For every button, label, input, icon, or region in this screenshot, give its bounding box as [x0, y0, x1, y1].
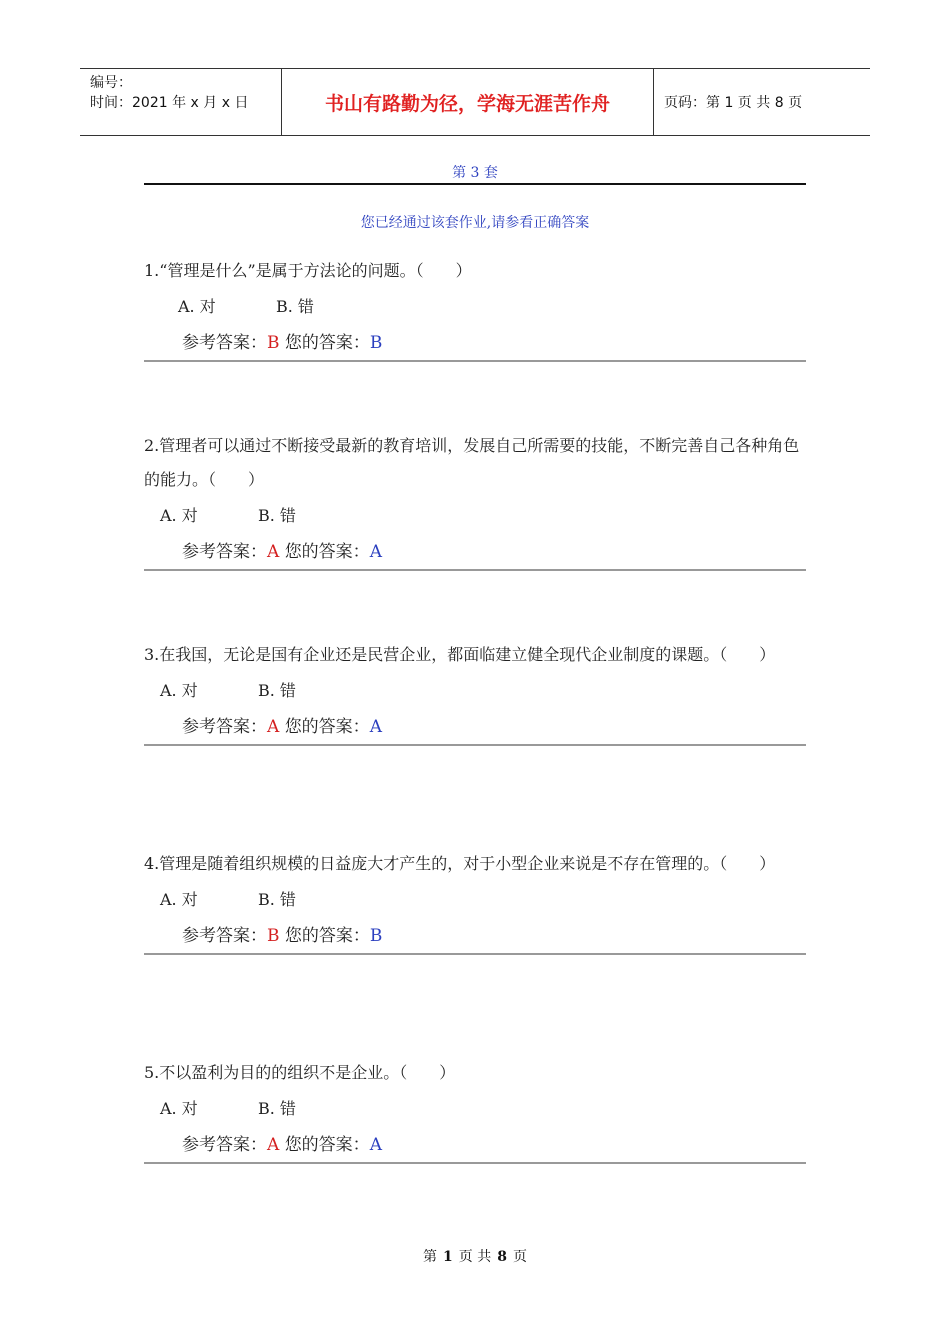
reference-answer-label: 参考答案： — [182, 333, 267, 353]
question-divider — [144, 953, 806, 955]
title-divider — [144, 183, 806, 185]
option-a: A. 对 — [160, 506, 198, 525]
your-answer: B — [369, 926, 383, 946]
question-options — [178, 290, 806, 324]
footer-middle: 页 共 — [458, 1249, 492, 1265]
question-options — [160, 499, 806, 533]
your-answer: B — [369, 333, 383, 353]
reference-answer: B — [267, 333, 280, 353]
answer-line — [182, 710, 806, 744]
footer-suffix: 页 — [512, 1249, 527, 1265]
question-text: 5.不以盈利为目的的组织不是企业。（ ） — [144, 1063, 456, 1082]
question-2 — [144, 429, 806, 571]
question-options — [160, 883, 806, 917]
answer-line — [182, 535, 806, 569]
question-text: 1.“管理是什么”是属于方法论的问题。（ ） — [144, 261, 472, 280]
answer-line — [182, 326, 806, 360]
header-motto: 书山有路勤为径，学海无涯苦作舟 — [282, 69, 654, 135]
question-options — [160, 674, 806, 708]
question-5 — [144, 1056, 806, 1164]
question-text: 3.在我国，无论是国有企业还是民营企业，都面临建立健全现代企业制度的课题。（ ） — [144, 645, 776, 664]
question-3 — [144, 638, 806, 746]
set-title: 第 3 套 — [452, 165, 498, 181]
header-meta — [80, 69, 282, 135]
question-1 — [144, 254, 806, 362]
reference-answer-label: 参考答案： — [182, 717, 267, 737]
option-b: B. 错 — [258, 681, 296, 700]
reference-answer: B — [267, 926, 280, 946]
reference-answer: A — [267, 542, 280, 562]
reference-answer-label: 参考答案： — [182, 926, 267, 946]
option-a: A. 对 — [160, 890, 198, 909]
option-b: B. 错 — [258, 890, 296, 909]
time-label: 时间：2021 年 x 月 x 日 — [90, 95, 249, 111]
page-header — [80, 68, 870, 136]
reference-answer-label: 参考答案： — [182, 542, 267, 562]
option-a: A. 对 — [160, 681, 198, 700]
footer-page-number: 1 — [443, 1249, 453, 1265]
your-answer: A — [369, 717, 382, 737]
option-a: A. 对 — [160, 1099, 198, 1118]
question-divider — [144, 360, 806, 362]
your-answer: A — [369, 542, 382, 562]
your-answer-label: 您的答案： — [284, 717, 370, 737]
page-footer — [0, 1246, 950, 1266]
reference-answer-label: 参考答案： — [182, 1135, 267, 1155]
your-answer-label: 您的答案： — [284, 1135, 370, 1155]
question-text: 4.管理是随着组织规模的日益庞大才产生的，对于小型企业来说是不存在管理的。（ ） — [144, 854, 776, 873]
question-divider — [144, 569, 806, 571]
code-label: 编号： — [90, 75, 132, 91]
header-page-label: 页码：第 1 页 共 8 页 — [664, 95, 803, 111]
question-divider — [144, 1162, 806, 1164]
reference-answer: A — [267, 717, 280, 737]
option-b: B. 错 — [258, 1099, 296, 1118]
reference-answer: A — [267, 1135, 280, 1155]
footer-prefix: 第 — [423, 1249, 438, 1265]
question-options — [160, 1092, 806, 1126]
pass-message: 您已经通过该套作业,请参看正确答案 — [360, 215, 590, 231]
answer-line — [182, 1128, 806, 1162]
footer-total-pages: 8 — [497, 1249, 507, 1265]
your-answer-label: 您的答案： — [284, 542, 370, 562]
question-text: 2.管理者可以通过不断接受最新的教育培训，发展自己所需要的技能，不断完善自己各种角色的能力。（ ） — [144, 436, 800, 489]
option-a: A. 对 — [178, 297, 216, 316]
option-b: B. 错 — [258, 506, 296, 525]
answer-line — [182, 919, 806, 953]
question-divider — [144, 744, 806, 746]
your-answer-label: 您的答案： — [284, 926, 370, 946]
your-answer-label: 您的答案： — [284, 333, 370, 353]
option-b: B. 错 — [276, 297, 314, 316]
question-4 — [144, 847, 806, 955]
your-answer: A — [369, 1135, 382, 1155]
